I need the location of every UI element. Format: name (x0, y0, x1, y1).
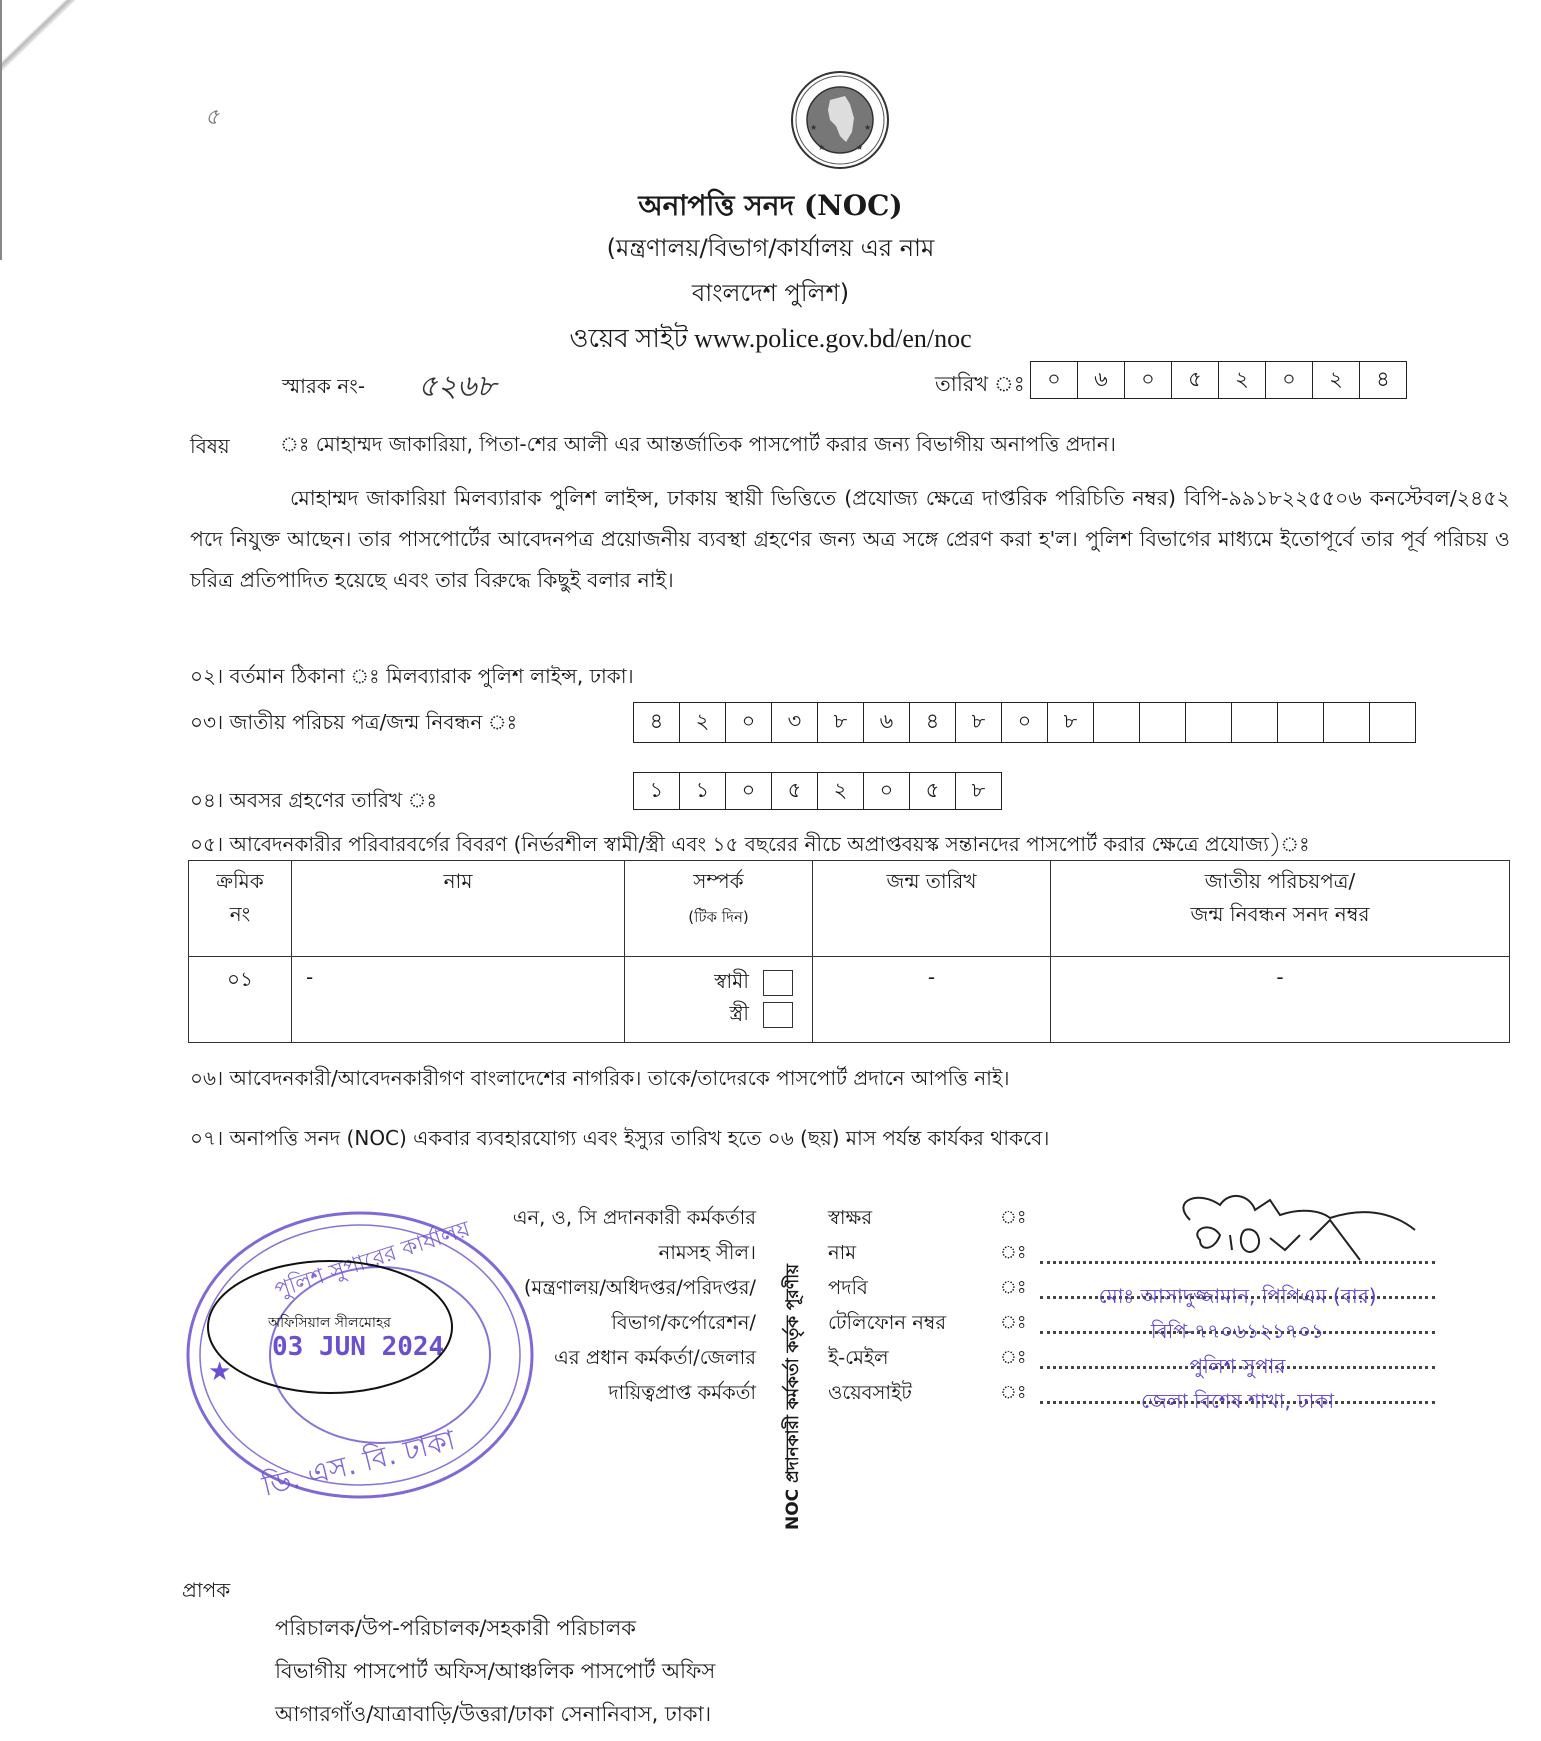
nid-digit-cell (1185, 703, 1231, 742)
memo-label: স্মারক নং- (282, 374, 366, 398)
seal-caption (256, 1200, 756, 1410)
relation-husband-label: স্বামী (714, 969, 749, 993)
svg-text:★: ★ (864, 123, 872, 132)
svg-text:★: ★ (856, 143, 864, 152)
government-emblem-icon (790, 70, 890, 170)
cell-serial: ০১ (189, 957, 292, 1043)
retirement-digit-cell: ০ (725, 773, 771, 809)
nid-digit-cell: ৮ (817, 703, 863, 742)
officer-field-colon: ঃ (1000, 1347, 1027, 1368)
family-table (188, 860, 1510, 1043)
subject-label: বিষয় (190, 434, 230, 458)
header-serial-line1: ক্রমিক (216, 869, 264, 893)
officer-field-value: পুলিশ সুপার (1189, 1354, 1286, 1378)
nid-digit-cell: ০ (725, 703, 771, 742)
retirement-digit-cell: ২ (817, 773, 863, 809)
officer-field-label: স্বাক্ষর (828, 1206, 873, 1229)
officer-field-colon: ঃ (1000, 1277, 1027, 1298)
nid-digit-cell: ২ (679, 703, 725, 742)
retirement-digit-cell: ১ (679, 773, 725, 809)
date-boxes (1030, 361, 1407, 399)
cell-nid: - (1051, 957, 1510, 1043)
header-nid-line1: জাতীয় পরিচয়পত্র/ (1204, 869, 1356, 893)
item-address: ০২। বর্তমান ঠিকানা ঃ মিলব্যারাক পুলিশ লাইন্স, ঢাকা। (190, 664, 634, 688)
item-validity: ০৭। অনাপত্তি সনদ (NOC) একবার ব্যবহারযোগ্য এবং ইস্যুর তারিখ হতে ০৬ (ছয়) মাস পর্যন্ত কার্যকর থাকবে। (190, 1126, 1050, 1150)
website-line: ওয়েব সাইট www.police.gov.bd/en/noc (569, 324, 972, 353)
nid-digit-cell: ৩ (771, 703, 817, 742)
officer-field-colons (1000, 1200, 1026, 1410)
date-digit-cell: ২ (1218, 362, 1265, 398)
nid-digit-cell (1139, 703, 1185, 742)
date-digit-cell: ০ (1047, 366, 1061, 391)
retirement-digit-cell: ১ (649, 777, 664, 802)
seal-caption-line: (মন্ত্রণালয়/অধিদপ্তর/পরিদপ্তর/ (523, 1276, 756, 1299)
header-serial (189, 861, 292, 957)
body-paragraph: মোহাম্মদ জাকারিয়া মিলব্যারাক পুলিশ লাইন্স, ঢাকায় স্থায়ী ভিত্তিতে (প্রযোজ্য ক্ষেত্রে দাপ্তরিক পরিচিতি নম্বর) বিপি-৯৯১৮২২৫৫০৬ কনস্টেবল/২৪৫২ পদে নিযুক্ত আছেন। তার পাসপোর্টের আবেদনপত্র প্রয়োজনীয় ব্যবস্থা গ্রহণের জন্য অত্র সঙ্গে প্রেরণ করা হ'ল। পুলিশ বিভাগের মাধ্যমে ইতোপূর্বে তার পূর্ব পরিচয় ও চরিত্র প্রতিপাদিত হয়েছে এবং তার বিরুদ্ধে কিছুই বলার নাই। (190, 486, 1510, 592)
page-number-mark: ৫ (205, 105, 220, 130)
stamp-bottom-text: ডি. এস. বি. ঢাকা (258, 1423, 459, 1503)
svg-text:★: ★ (810, 123, 818, 132)
date-digit-cell: ৪ (1359, 362, 1406, 398)
subject-text: ঃ মোহাম্মদ জাকারিয়া, পিতা-শের আলী এর আন্তর্জাতিক পাসপোর্ট করার জন্য বিভাগীয় অনাপত্তি প্রদান। (280, 432, 1116, 456)
nid-digit-cell (1093, 703, 1139, 742)
header-relation (625, 861, 813, 957)
officer-field-label: টেলিফোন নম্বর (828, 1311, 947, 1334)
date-digit-cell: ০ (1124, 362, 1171, 398)
date-digit-cell: ৫ (1171, 362, 1218, 398)
nid-boxes (633, 702, 1416, 743)
officer-field-label: ওয়েবসাইট (828, 1381, 912, 1404)
item-nid-label: ০৩। জাতীয় পরিচয় পত্র/জন্ম নিবন্ধন ঃ (190, 710, 518, 734)
seal-caption-line: বিভাগ/কর্পোরেশন/ (611, 1311, 756, 1334)
retirement-date-boxes (633, 772, 1002, 810)
retirement-digit-cell: ৫ (771, 773, 817, 809)
seal-caption-line: দায়িত্বপ্রাপ্ত কর্মকর্তা (608, 1381, 756, 1404)
nid-digit-cell: ৮ (1047, 703, 1093, 742)
document-title: অনাপত্তি সনদ (NOC) (638, 189, 903, 222)
stamp-top-text: পুলিশ সুপারের কার্যালয় (271, 1216, 474, 1304)
header-name: নাম (292, 861, 625, 957)
retirement-digit-cell: ৮ (955, 773, 1001, 809)
officer-field-label: নাম (828, 1241, 857, 1264)
nid-digit-cell (1323, 703, 1369, 742)
nid-digit-cell: ৮ (955, 703, 1001, 742)
family-table-header (189, 861, 1510, 957)
officer-field-value: বিপি-৭৭০৬১২১৭০১ (1150, 1319, 1325, 1343)
header-nid-line2: জন্ম নিবন্ধন সনদ নম্বর (1190, 902, 1370, 926)
official-seal-label: অফিসিয়াল সীলমোহর (268, 1315, 392, 1331)
nid-digit-cell: ৪ (649, 709, 664, 733)
officer-field-colon: ঃ (1000, 1242, 1027, 1263)
header-relation-hint: (টিক দিন) (688, 908, 749, 926)
header-relation-text: সম্পর্ক (693, 869, 744, 893)
table-row (189, 957, 1510, 1043)
officer-field-colon: ঃ (1000, 1382, 1027, 1403)
officer-field-colon: ঃ (1000, 1207, 1027, 1228)
officer-field-label: পদবি (828, 1276, 868, 1299)
date-digit-cell: ০ (1265, 362, 1312, 398)
wife-checkbox[interactable] (763, 1002, 793, 1028)
officer-field-value-row (1040, 1338, 1435, 1378)
nid-digit-cell: ৪ (909, 703, 955, 742)
svg-text:★: ★ (818, 143, 826, 152)
officer-field-labels (828, 1200, 946, 1410)
department-line: বাংলদেশ পুলিশ) (691, 279, 850, 307)
cell-name: - (292, 957, 625, 1043)
officer-field-label: ই-মেইল (828, 1346, 889, 1369)
header-serial-line2: নং (229, 902, 251, 926)
item-family-label: ০৫। আবেদনকারীর পরিবারবর্গের বিবরণ (নির্ভরশীল স্বামী/স্ত্রী এবং ১৫ বছরের নীচে অপ্রাপ্তবয়স্ক সন্তানদের পাসপোর্ট করার ক্ষেত্রে প্রযোজ্য)ঃ (190, 832, 1310, 856)
officer-field-value: মোঃ আসাদুজ্জামান, পিপিএম (বার) (1098, 1284, 1377, 1308)
date-digit-cell: ২ (1312, 362, 1359, 398)
relation-wife-label: স্ত্রী (729, 1001, 749, 1025)
seal-caption-line: নামসহ সীল। (658, 1241, 756, 1264)
recipient-line-3: আগারগাঁও/যাত্রাবাড়ি/উত্তরা/ঢাকা সেনানিবাস, ঢাকা। (275, 1702, 712, 1726)
cell-relation (625, 957, 813, 1043)
stamp-star-icon: ★ (208, 1357, 232, 1387)
officer-signature (1160, 1180, 1420, 1285)
memo-number: ৫২৬৮ (418, 369, 496, 404)
item-citizenship: ০৬। আবেদনকারী/আবেদনকারীগণ বাংলাদেশের নাগরিক। তাকে/তাদেরকে পাসপোর্ট প্রদানে আপত্তি নাই। (190, 1066, 1010, 1090)
header-dob: জন্ম তারিখ (813, 861, 1051, 957)
nid-digit-cell (1231, 703, 1277, 742)
nid-digit-cell: ০ (1001, 703, 1047, 742)
nid-digit-cell: ৬ (863, 703, 909, 742)
ministry-line: (মন্ত্রণালয়/বিভাগ/কার্যালয় এর নাম (606, 234, 935, 262)
officer-field-value-row (1040, 1303, 1435, 1343)
nid-digit-cell (1369, 703, 1415, 742)
relation-option-husband[interactable] (626, 965, 811, 997)
seal-caption-line: এন, ও, সি প্রদানকারী কর্মকর্তার (512, 1206, 756, 1229)
recipient-label: প্রাপক (182, 1578, 231, 1602)
retirement-digit-cell: ০ (863, 773, 909, 809)
cell-dob: - (813, 957, 1051, 1043)
seal-caption-line: এর প্রধান কর্মকর্তা/জেলার (554, 1346, 756, 1369)
date-label: তারিখ ঃ (935, 372, 1025, 396)
header-nid (1051, 861, 1510, 957)
stamp-date: 03 JUN 2024 (272, 1332, 445, 1362)
recipient-line-1: পরিচালক/উপ-পরিচালক/সহকারী পরিচালক (275, 1616, 636, 1640)
relation-option-wife[interactable] (626, 997, 811, 1029)
nid-digit-cell (1277, 703, 1323, 742)
officer-fill-label: NOC প্রদানকারী কর্মকর্তা কর্তৃক পূরণীয় (783, 1263, 803, 1530)
retirement-digit-cell: ৫ (909, 773, 955, 809)
date-digit-cell: ৬ (1077, 362, 1124, 398)
husband-checkbox[interactable] (763, 970, 793, 996)
item-retirement-label: ০৪। অবসর গ্রহণের তারিখ ঃ (190, 788, 438, 812)
officer-field-colon: ঃ (1000, 1312, 1027, 1333)
recipient-line-2: বিভাগীয় পাসপোর্ট অফিস/আঞ্চলিক পাসপোর্ট অফিস (275, 1659, 716, 1683)
officer-field-value-row (1040, 1373, 1435, 1413)
officer-field-value: জেলা বিশেষ শাখা, ঢাকা (1140, 1389, 1335, 1413)
